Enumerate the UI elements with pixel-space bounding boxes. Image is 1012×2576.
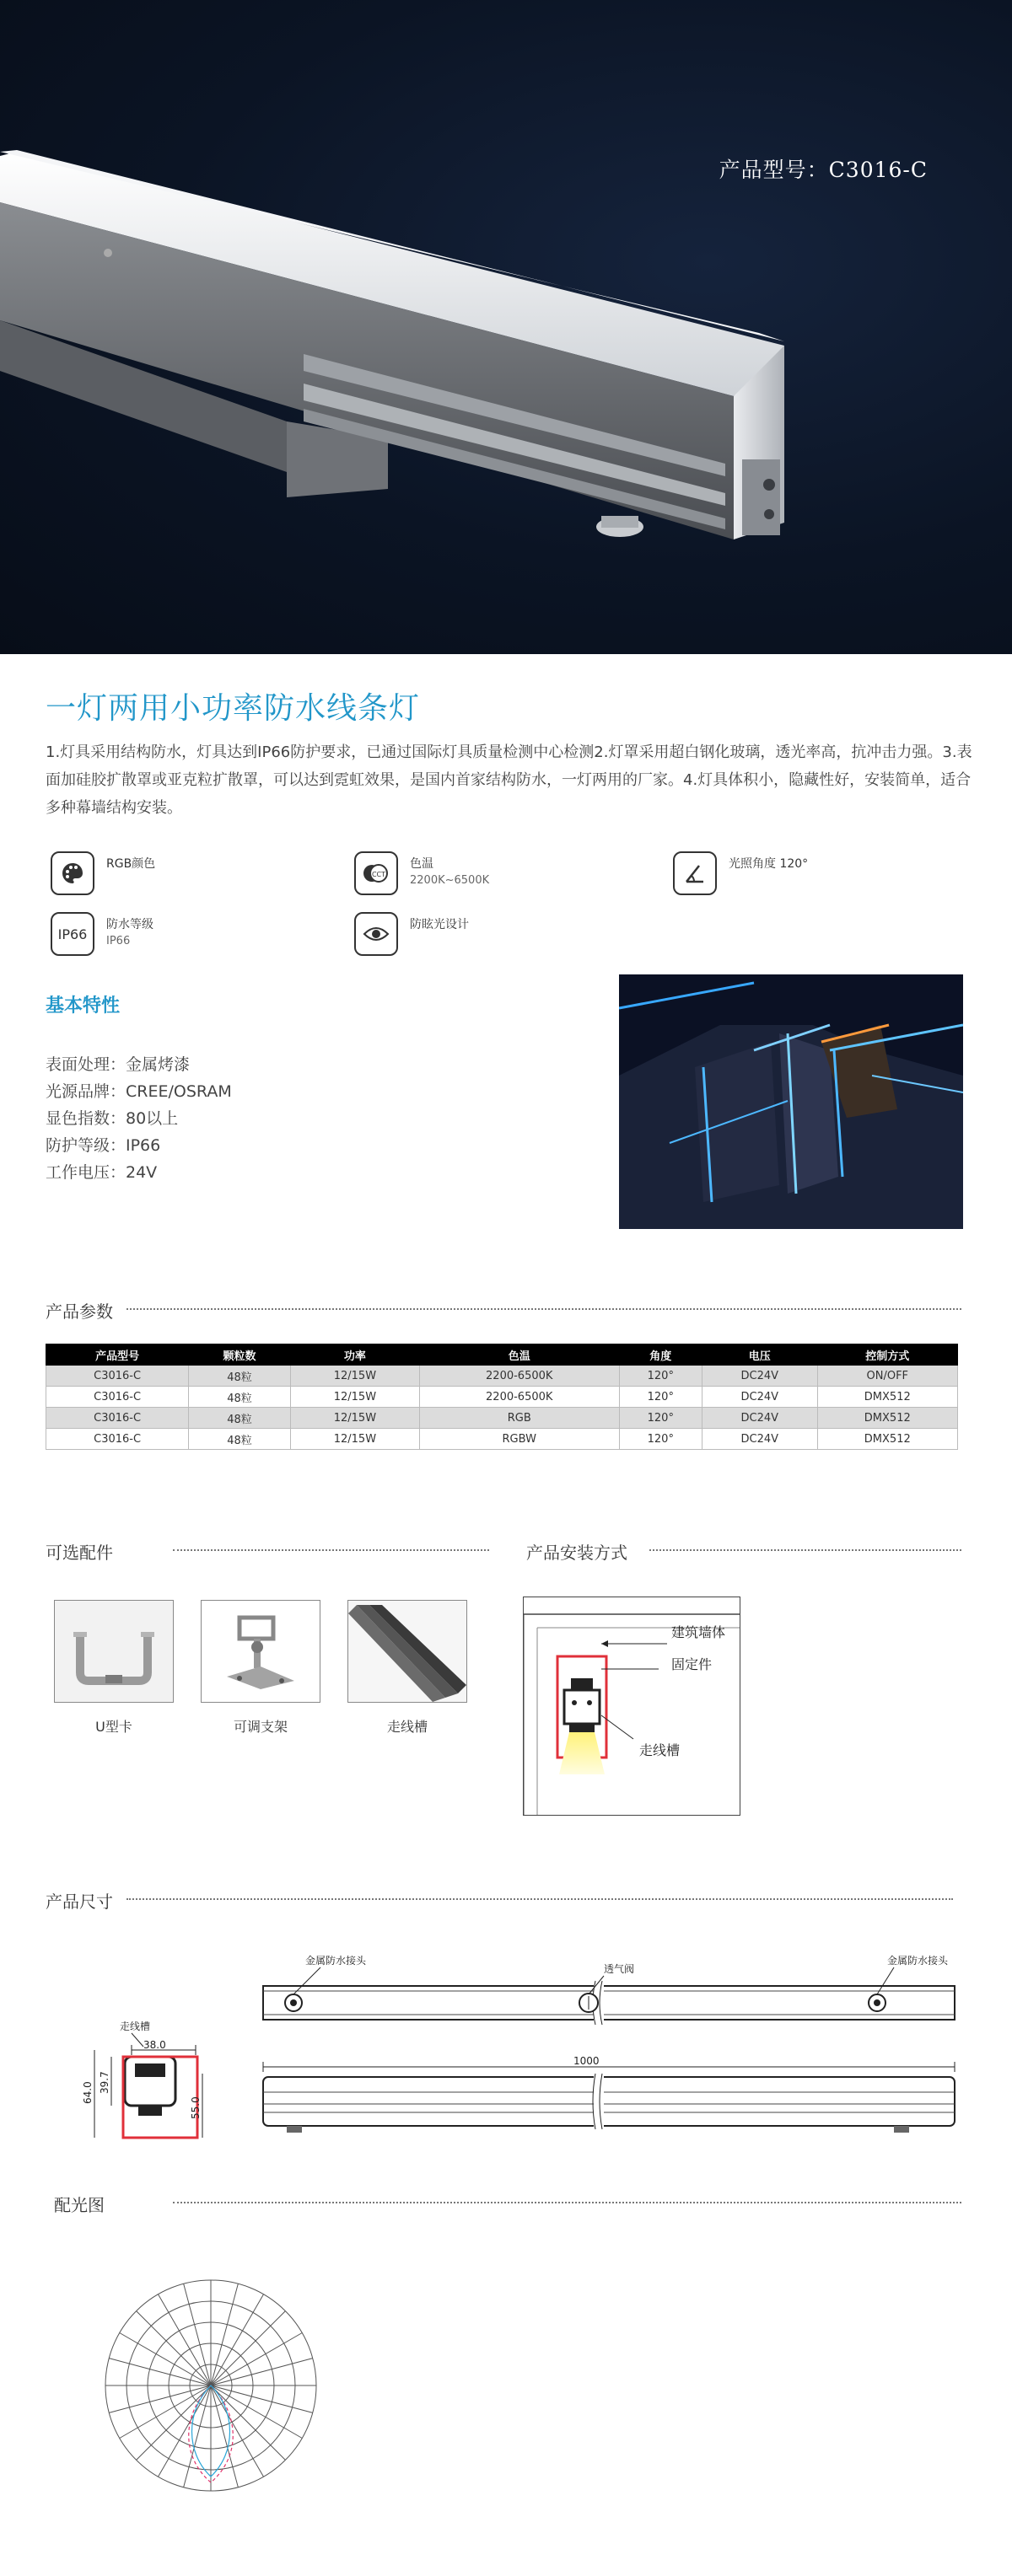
spec-cri: 显色指数：80以上 <box>46 1109 179 1128</box>
cell: 2200-6500K <box>419 1366 619 1387</box>
polar-grid-line <box>159 2385 212 2477</box>
accessories-section-title: 可选配件 <box>46 1543 113 1563</box>
cell: 48粒 <box>189 1366 291 1387</box>
product-model-label: 产品型号：C3016-C <box>719 158 928 182</box>
dimension-drawing <box>0 1939 1012 2158</box>
dim-label-vent: 透气阀 <box>604 1963 635 1975</box>
accessory-label: U型卡 <box>95 1719 132 1735</box>
dimensions-section-title: 产品尺寸 <box>46 1892 113 1912</box>
feature-sub: 2200K~6500K <box>410 874 490 887</box>
cell: 48粒 <box>189 1408 291 1429</box>
cell: DC24V <box>702 1387 817 1408</box>
feature-label: 光照角度 120° <box>729 857 809 871</box>
table-row <box>46 1408 958 1429</box>
params-section-title: 产品参数 <box>46 1301 113 1322</box>
spec-light-source: 光源品牌：CREE/OSRAM <box>46 1082 232 1101</box>
install-section-title: 产品安装方式 <box>526 1543 627 1563</box>
cell: DMX512 <box>817 1387 957 1408</box>
header-voltage: 电压 <box>702 1344 817 1366</box>
cell: DC24V <box>702 1408 817 1429</box>
feature-ip66 <box>51 912 153 956</box>
spec-surface: 表面处理：金属烤漆 <box>46 1055 191 1074</box>
dim-label-channel: 走线槽 <box>120 2021 151 2032</box>
color-temperature-icon <box>354 851 398 895</box>
feature-rgb <box>51 851 155 895</box>
cell: C3016-C <box>46 1408 189 1429</box>
polar-grid-line <box>211 2385 302 2439</box>
install-label-fixing: 固定件 <box>671 1656 713 1672</box>
section-divider <box>126 1898 953 1900</box>
table-row <box>46 1366 958 1387</box>
accessory-label: 可调支架 <box>233 1719 288 1735</box>
polar-grid-line <box>120 2333 211 2386</box>
cell: DC24V <box>702 1429 817 1450</box>
cell: DC24V <box>702 1366 817 1387</box>
application-scene-image <box>619 974 963 1229</box>
photometric-polar-diagram <box>101 2276 320 2495</box>
section-divider <box>173 1549 489 1551</box>
dim-label-connector-left: 金属防水接头 <box>305 1955 367 1967</box>
table-row <box>46 1429 958 1450</box>
spec-ip-rating: 防护等级：IP66 <box>46 1136 161 1155</box>
header-model: 产品型号 <box>46 1344 189 1366</box>
polar-grid-line <box>211 2284 238 2385</box>
cell: 12/15W <box>290 1429 419 1450</box>
polar-grid-line <box>211 2294 264 2385</box>
cell: DMX512 <box>817 1429 957 1450</box>
cell: RGB <box>419 1408 619 1429</box>
feature-sub: IP66 <box>106 935 131 947</box>
palette-icon <box>51 851 94 895</box>
params-table <box>46 1344 958 1450</box>
polar-grid-line <box>120 2385 211 2439</box>
cell: 48粒 <box>189 1429 291 1450</box>
header-led-count: 颗粒数 <box>189 1344 291 1366</box>
hero-banner <box>0 0 1012 654</box>
polar-grid-line <box>137 2311 211 2385</box>
dim-value-length: 1000 <box>573 2055 600 2067</box>
feature-anti-glare <box>354 912 469 956</box>
header-control: 控制方式 <box>817 1344 957 1366</box>
cell: 120° <box>619 1429 702 1450</box>
cell: C3016-C <box>46 1387 189 1408</box>
ip66-icon <box>51 912 94 956</box>
feature-beam-angle <box>673 851 808 895</box>
cell: 120° <box>619 1366 702 1387</box>
polar-grid-line <box>159 2294 212 2385</box>
svg-text:CCT: CCT <box>371 871 386 878</box>
dim-value-total-height: 64.0 <box>82 2081 94 2104</box>
cell: ON/OFF <box>817 1366 957 1387</box>
accessory-adjustable-bracket-image <box>201 1600 320 1703</box>
section-divider <box>126 1308 961 1310</box>
cell: DMX512 <box>817 1408 957 1429</box>
polar-grid-line <box>211 2311 285 2385</box>
spec-voltage: 工作电压：24V <box>46 1163 158 1182</box>
polar-grid-line <box>137 2385 211 2460</box>
cell: 12/15W <box>290 1366 419 1387</box>
polar-grid-line <box>211 2385 285 2460</box>
install-label-wall: 建筑墙体 <box>671 1624 726 1640</box>
product-description: 1.灯具采用结构防水，灯具达到IP66防护要求，已通过国际灯具质量检测中心检测2.灯罩采用超白钢化玻璃，透光率高，抗冲击力强。3.表面加硅胶扩散罩或亚克粒扩散罩，可以达到霓虹效果，是国内首家结构防水，一灯两用的厂家。4.灯具体积小，隐藏性好，安装简单，适合多种幕墙结构安装。 <box>46 743 972 817</box>
cell: 48粒 <box>189 1387 291 1408</box>
cell: 120° <box>619 1408 702 1429</box>
cell: 12/15W <box>290 1387 419 1408</box>
feature-label: RGB颜色 <box>106 857 156 871</box>
accessory-label: 走线槽 <box>386 1719 428 1735</box>
section-divider <box>649 1549 961 1551</box>
table-header-row <box>46 1344 958 1366</box>
product-render-image <box>0 0 1012 654</box>
photometric-section-title: 配光图 <box>54 2195 105 2215</box>
install-label-channel: 走线槽 <box>639 1742 681 1758</box>
dim-value-channel-height: 55.0 <box>190 2096 202 2119</box>
feature-color-temperature <box>354 851 489 895</box>
beam-angle-icon <box>673 851 717 895</box>
header-angle: 角度 <box>619 1344 702 1366</box>
header-cct: 色温 <box>419 1344 619 1366</box>
basic-features-title: 基本特性 <box>46 996 121 1017</box>
dim-label-connector-right: 金属防水接头 <box>887 1955 949 1967</box>
cell: RGBW <box>419 1429 619 1450</box>
polar-grid-line <box>211 2385 264 2477</box>
header-power: 功率 <box>290 1344 419 1366</box>
table-row <box>46 1387 958 1408</box>
cell: 12/15W <box>290 1408 419 1429</box>
polar-grid-line <box>184 2284 211 2385</box>
cell: C3016-C <box>46 1366 189 1387</box>
ip66-icon-text: IP66 <box>57 926 88 942</box>
feature-label: 防水等级 <box>106 918 153 931</box>
product-title: 一灯两用小功率防水线条灯 <box>46 691 421 726</box>
polar-grid-line <box>211 2359 313 2385</box>
polar-grid-line <box>109 2359 211 2385</box>
polar-grid-line <box>211 2333 302 2386</box>
section-divider <box>173 2202 961 2203</box>
cell: 120° <box>619 1387 702 1408</box>
accessory-wire-channel-image <box>347 1600 467 1703</box>
eye-icon <box>354 912 398 956</box>
feature-label: 防眩光设计 <box>410 918 469 931</box>
cell: 2200-6500K <box>419 1387 619 1408</box>
cell: C3016-C <box>46 1429 189 1450</box>
dim-value-width: 38.0 <box>143 2039 166 2051</box>
accessory-u-clip-image <box>54 1600 174 1703</box>
dim-value-body-height: 39.7 <box>99 2071 110 2094</box>
feature-label: 色温 <box>410 857 433 871</box>
